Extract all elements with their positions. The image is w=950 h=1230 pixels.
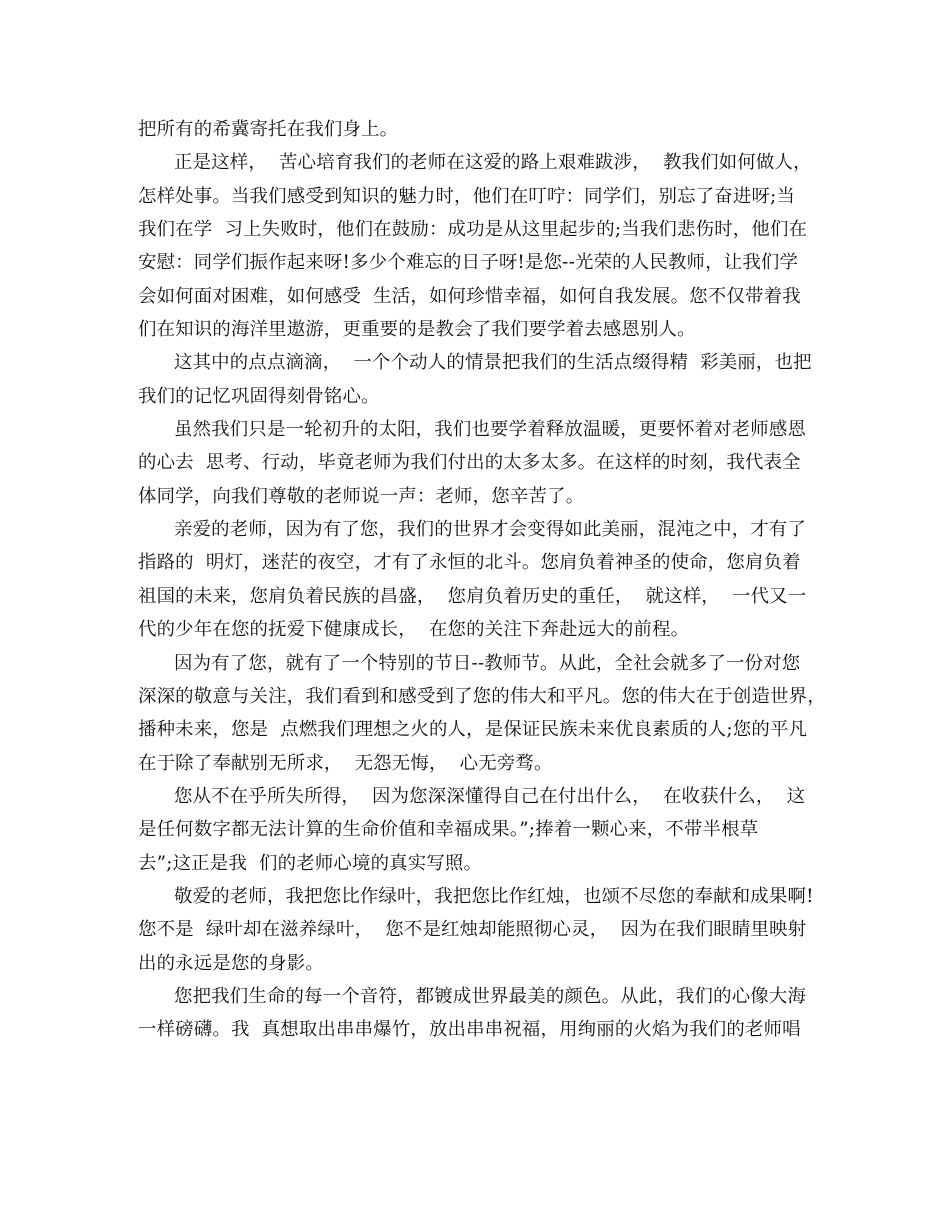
text-line: 代的少年在您的抚爱下健康成长， 在您的关注下奔赴远大的前程。 — [138, 619, 690, 641]
text-line: 播种未来，您是 点燃我们理想之火的人，是保证民族未来优良素质的人;您的平凡 — [138, 719, 808, 741]
text-line: 祖国的未来，您肩负着民族的昌盛， 您肩负着历史的重任， 就这样， 一代又一 — [138, 585, 807, 607]
text-line: 出的永远是您的身影。 — [138, 952, 324, 974]
paragraph-first-line: 正是这样， 苦心培育我们的老师在这爱的路上艰难跋涉， 教我们如何做人， — [174, 152, 812, 174]
text-line: 的心去 思考、行动，毕竟老师为我们付出的太多太多。在这样的时刻，我代表全 — [138, 452, 801, 474]
text-line: 去”;这正是我 们的老师心境的真实写照。 — [138, 852, 483, 874]
text-line: 深深的敬意与关注，我们看到和感受到了您的伟大和平凡。您的伟大在于创造世界， — [138, 685, 826, 707]
text-line: 体同学，向我们尊敬的老师说一声：老师，您辛苦了。 — [138, 485, 585, 507]
text-line: 把所有的希冀寄托在我们身上。 — [138, 119, 399, 140]
text-line: 您不是 绿叶却在滋养绿叶， 您不是红烛却能照彻心灵， 因为在我们眼睛里映射 — [138, 919, 807, 941]
body-text — [138, 113, 824, 1047]
text-line: 我们在学 习上失败时，他们在鼓励：成功是从这里起步的;当我们悲伤时，他们在 — [138, 219, 808, 241]
text-line: 在于除了奉献别无所求， 无怨无悔， 心无旁骛。 — [138, 752, 553, 774]
text-line: 会如何面对困难，如何感受 生活，如何珍惜幸福，如何自我发展。您不仅带着我 — [138, 285, 801, 307]
paragraph-first-line: 您把我们生命的每一个音符，都镀成世界最美的颜色。从此，我们的心像大海 — [174, 985, 807, 1007]
paragraph-first-line: 虽然我们只是一轮初升的太阳，我们也要学着释放温暖，更要怀着对老师感恩 — [174, 419, 807, 441]
text-line: 是任何数字都无法计算的生命价值和幸福成果。”;捧着一颗心来，不带半根草 — [138, 819, 759, 841]
text-line: 一样磅礴。我 真想取出串串爆竹，放出串串祝福，用绚丽的火焰为我们的老师唱 — [138, 1019, 801, 1041]
text-line: 们在知识的海洋里遨游，更重要的是教会了我们要学着去感恩别人。 — [138, 319, 696, 341]
paragraph-first-line: 这其中的点点滴滴， 一个个动人的情景把我们的生活点缀得精 彩美丽，也把 — [174, 352, 812, 374]
text-line: 安慰：同学们振作起来呀!多少个难忘的日子呀!是您--光荣的人民教师，让我们学 — [138, 252, 799, 274]
paragraph-first-line: 亲爱的老师，因为有了您，我们的世界才会变得如此美丽，混沌之中，才有了 — [174, 519, 807, 541]
text-line: 指路的 明灯，迷茫的夜空，才有了永恒的北斗。您肩负着神圣的使命，您肩负着 — [138, 552, 801, 574]
paragraph-first-line: 因为有了您，就有了一个特别的节日--教师节。从此，全社会就多了一份对您 — [174, 652, 801, 674]
paragraph-first-line: 您从不在乎所失所得， 因为您深深懂得自己在付出什么， 在收获什么， 这 — [174, 785, 806, 807]
paragraph-first-line: 敬爱的老师，我把您比作绿叶，我把您比作红烛，也颂不尽您的奉献和成果啊! — [174, 885, 814, 907]
text-line: 怎样处事。当我们感受到知识的魅力时，他们在叮咛：同学们，别忘了奋进呀;当 — [138, 185, 796, 207]
text-line: 我们的记忆巩固得刻骨铭心。 — [138, 385, 380, 407]
